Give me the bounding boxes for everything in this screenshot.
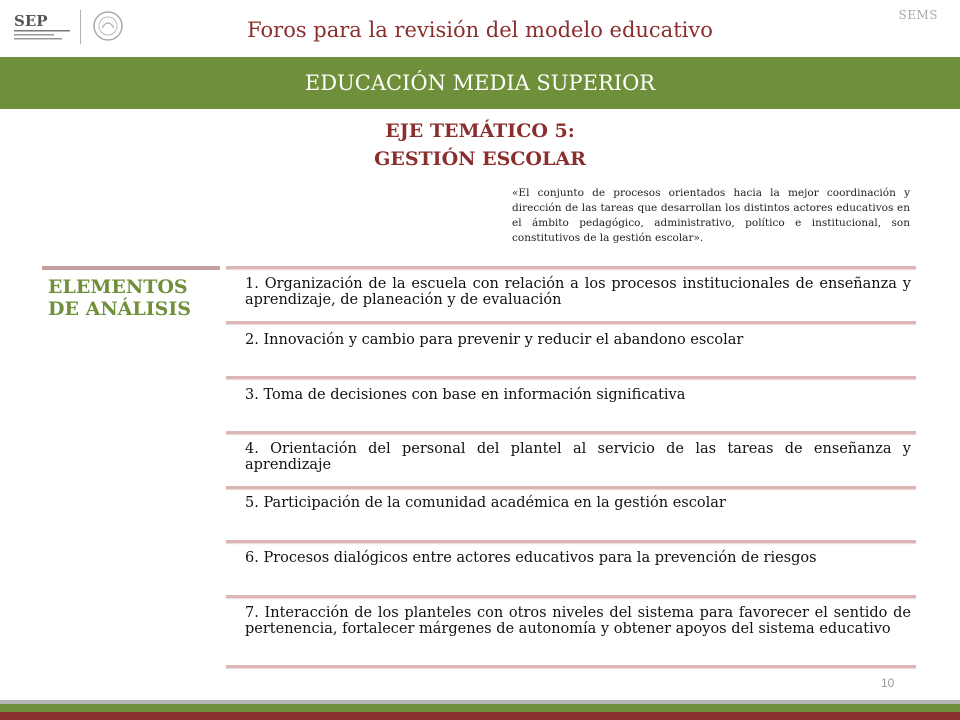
row-divider — [226, 321, 916, 324]
sems-label: SEMS — [898, 8, 938, 22]
sep-logo-text: SEP — [14, 12, 48, 30]
row-divider — [226, 376, 916, 379]
row-divider — [226, 665, 916, 668]
axis-title — [0, 117, 960, 173]
list-item: 5. Participación de la comunidad académica en la gestión escolar — [245, 495, 726, 511]
row-divider — [226, 595, 916, 598]
elements-label-line2: DE ANÁLISIS — [48, 298, 192, 320]
list-item: 4. Orientación del personal del plantel al servicio de las tareas de enseñanza y aprendizaje — [245, 441, 911, 473]
list-item: 3. Toma de decisiones con base en información significativa — [245, 387, 686, 403]
axis-title-line1: EJE TEMÁTICO 5: — [385, 120, 575, 142]
elements-label — [48, 276, 191, 320]
list-item: 1. Organización de la escuela con relación a los procesos institucionales de enseñanza y aprendizaje, de planeación y de evaluación — [245, 276, 911, 308]
forum-title: Foros para la revisión del modelo educativo — [247, 18, 713, 42]
row-divider — [226, 486, 916, 489]
axis-title-line2: GESTIÓN ESCOLAR — [374, 148, 586, 170]
page-number: 10 — [881, 676, 895, 690]
list-item: 7. Interacción de los planteles con otros niveles del sistema para favorecer el sentido de pertenencia, fortalecer márgenes de autonomía y obtener apoyos del sistema educativo — [245, 605, 911, 637]
row-divider — [226, 431, 916, 434]
list-item: 2. Innovación y cambio para prevenir y reducir el abandono escolar — [245, 332, 744, 348]
list-item: 6. Procesos dialógicos entre actores educativos para la prevención de riesgos — [245, 550, 817, 566]
footer-maroon-stripe — [0, 712, 960, 720]
elements-divider — [42, 266, 220, 270]
row-divider — [226, 266, 916, 269]
elements-label-line1: ELEMENTOS — [48, 276, 188, 298]
row-divider — [226, 540, 916, 543]
footer-green-stripe — [0, 704, 960, 712]
definition-quote: «El conjunto de procesos orientados hacia la mejor coordinación y dirección de las tareas que desarrollan los distintos actores educativos en el ámbito pedagógico, administrativo, político e institucional, son constitutivos de la gestión escolar». — [512, 187, 910, 244]
band-title: EDUCACIÓN MEDIA SUPERIOR — [304, 71, 656, 95]
